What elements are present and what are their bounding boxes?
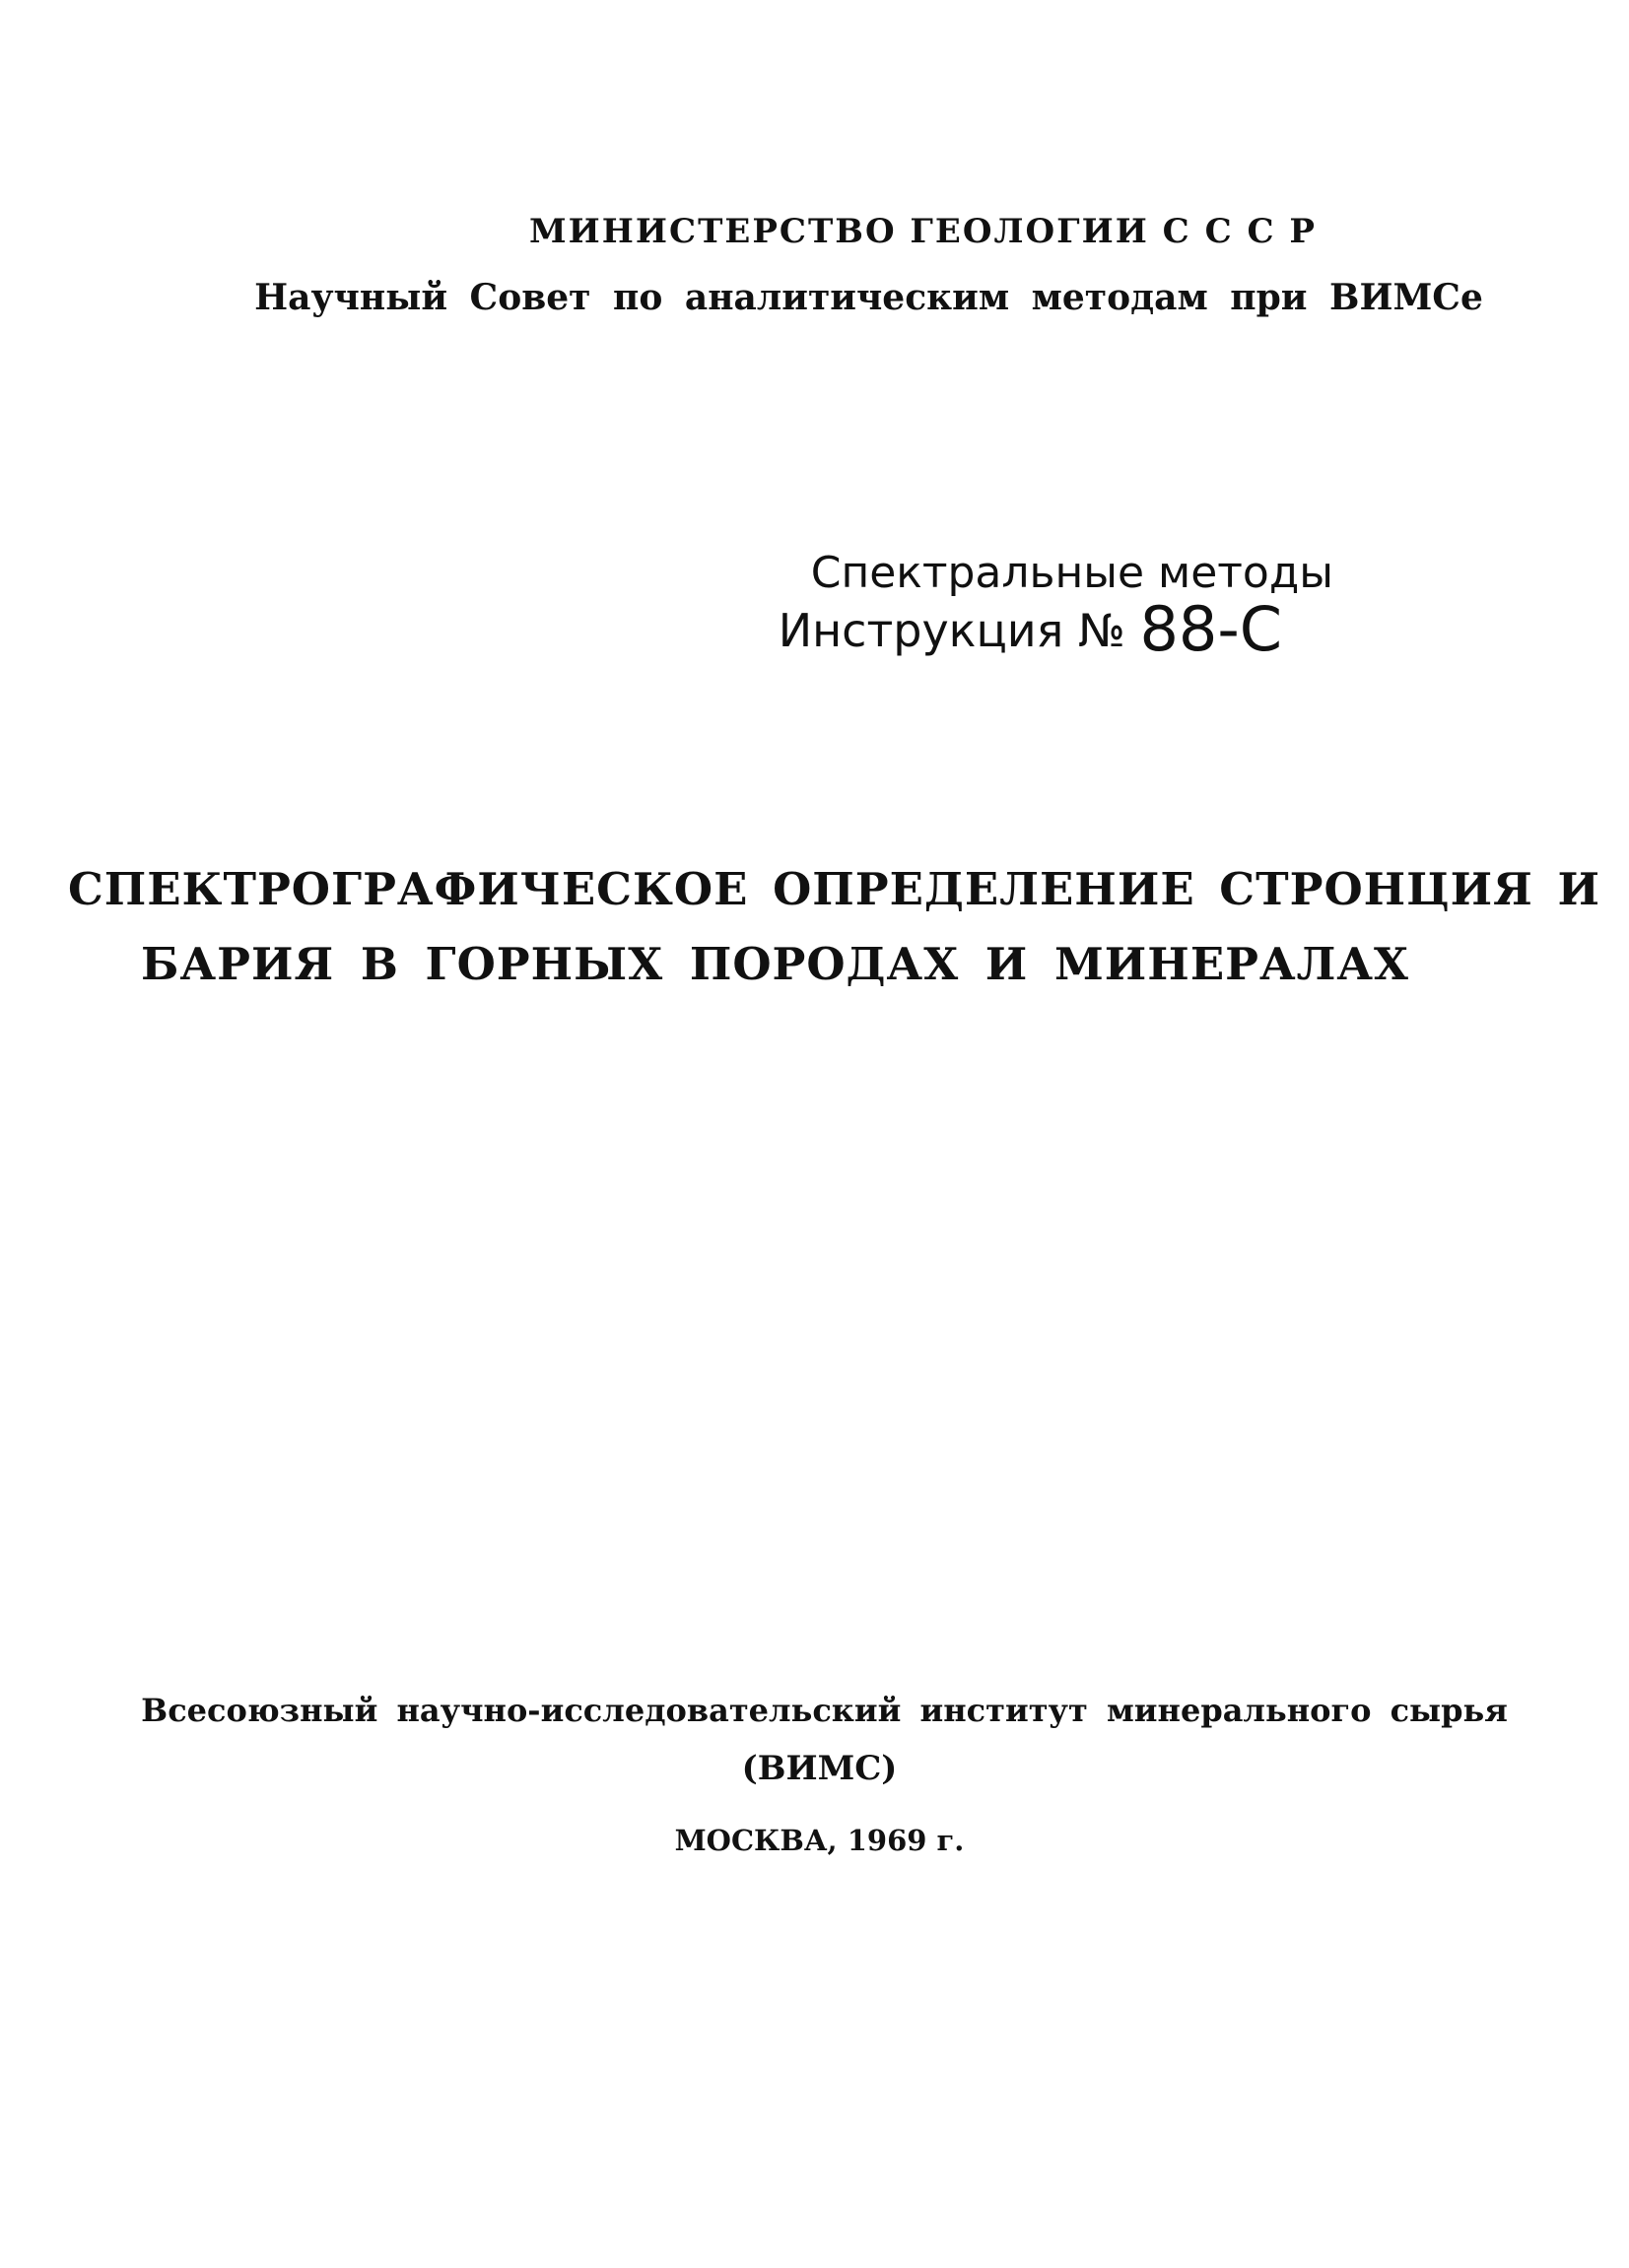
ministry-heading: МИНИСТЕРСТВО ГЕОЛОГИИ С С С Р (529, 212, 1317, 251)
series-methods-label: Спектральные методы (810, 548, 1333, 598)
institute-abbreviation: (ВИМС) (741, 1749, 898, 1788)
city-year: МОСКВА, 1969 г. (674, 1824, 965, 1857)
document-title-line-2: БАРИЯ В ГОРНЫХ ПОРОДАХ И МИНЕРАЛАХ (141, 938, 1409, 990)
institute-name: Всесоюзный научно-исследовательский институт минерального сырья (141, 1692, 1508, 1729)
council-heading: Научный Совет по аналитическим методам при ВИМСе (254, 277, 1483, 318)
instruction-number: 88-С (1139, 593, 1282, 665)
document-title-line-1: СПЕКТРОГРАФИЧЕСКОЕ ОПРЕДЕЛЕНИЕ СТРОНЦИЯ И (67, 863, 1601, 915)
instruction-label: Инструкция № (778, 604, 1125, 657)
instruction-line (691, 593, 1282, 665)
